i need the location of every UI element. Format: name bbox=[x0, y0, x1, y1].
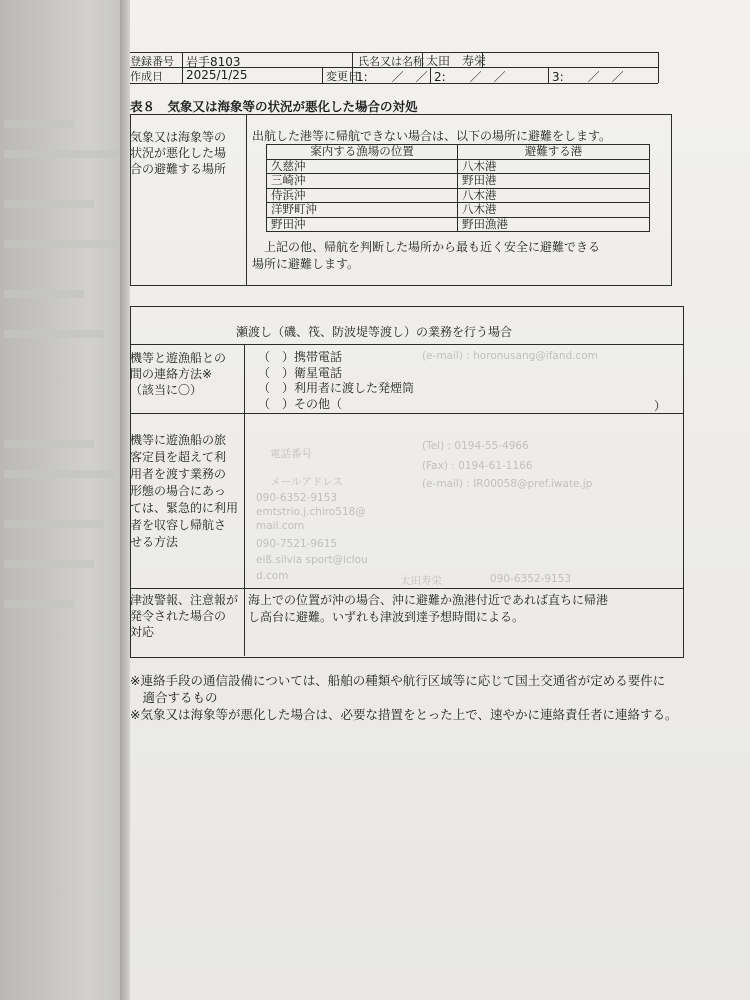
option-flare: （ ）利用者に渡した発煙筒 bbox=[258, 381, 415, 395]
bleed-mail1b: mail.com bbox=[256, 520, 305, 532]
contact-label: 機等と遊漁船との 間の連絡方法※ （該当に〇） bbox=[130, 351, 227, 397]
bleed-mail1: emtstrio.j.chiro518@ bbox=[256, 506, 366, 518]
option-mobile-phone: （ ）携帯電話 bbox=[258, 350, 343, 364]
changed-label: 変更日 bbox=[326, 70, 359, 83]
footnote-equipment-cont: 適合するもの bbox=[130, 690, 218, 705]
bleed-mail2b: d.com bbox=[256, 570, 289, 582]
weather-intro: 出航した港等に帰航できない場合は、以下の場所に避難をします。 bbox=[252, 129, 612, 143]
bleed-phone2: 090-7521-9615 bbox=[256, 538, 338, 550]
weather-note: 上記の他、帰航を判断した場所から最も近く安全に避難できる 場所に避難します。 bbox=[252, 240, 601, 271]
created-label: 作成日 bbox=[130, 70, 163, 83]
ferry-title: 瀬渡し（磯、筏、防波堤等渡し）の業務を行う場合 bbox=[236, 325, 513, 339]
bleed-tel: (Tel) : 0194-55-4966 bbox=[422, 440, 529, 452]
reg-label: 登録番号 bbox=[130, 55, 174, 68]
bleed-email2: (e-mail) : horonusang@ifand.com bbox=[422, 350, 598, 362]
name-value: 太田 寿栄 bbox=[426, 54, 487, 68]
footnote-equipment: ※連絡手段の通信設備については、船舶の種類や航行区域等に応じて国土交通省が定める要件に bbox=[130, 673, 666, 688]
tsunami-text: 海上での位置が沖の場合、沖に避難か漁港付近であれば直ちに帰港 し高台に避難。いずれも津波到達予想時間による。 bbox=[248, 593, 609, 624]
change-date-2: 2: ／ ／ bbox=[434, 70, 506, 84]
option-other-close: ） bbox=[654, 399, 667, 413]
bleed-mail2: eiß.silvia sport@iclou bbox=[256, 554, 368, 566]
created-value: 2025/1/25 bbox=[186, 68, 248, 82]
table-row: 野田沖 野田漁港 bbox=[267, 217, 650, 232]
table-row: 三崎沖 野田港 bbox=[267, 174, 650, 189]
bleed-owner-phone: 090-6352-9153 bbox=[490, 573, 572, 585]
document-page bbox=[130, 0, 750, 1000]
table-row: 洋野町沖 八木港 bbox=[267, 203, 650, 218]
tsunami-label: 津波警報、注意報が 発令された場合の 対応 bbox=[130, 593, 239, 639]
contact-options bbox=[258, 350, 414, 412]
capacity-label: 機等に遊漁船の旅 客定員を超えて利 用者を渡す業務の 形態の場合にあっ ては、緊急的に利用 者を収容し帰航さ せる方法 bbox=[130, 433, 239, 549]
col-location-header: 案内する漁場の位置 bbox=[267, 145, 458, 160]
change-date-1: 1: ／ ／ bbox=[356, 70, 428, 84]
col-port-header: 避難する港 bbox=[458, 145, 650, 160]
bleed-phone-header: 電話番号 bbox=[270, 448, 312, 460]
section-title: 表８ 気象又は海象等の状況が悪化した場合の対処 bbox=[130, 99, 418, 114]
bleed-email: (e-mail) : IR00058@pref.iwate.jp bbox=[422, 478, 593, 490]
reg-value: 岩手8103 bbox=[186, 55, 241, 69]
table-row: 久慈沖 八木港 bbox=[267, 159, 650, 174]
bleed-mail-header: メールアドレス bbox=[270, 476, 343, 488]
option-satellite-phone: （ ）衛星電話 bbox=[258, 365, 343, 380]
left-page bbox=[0, 0, 128, 1000]
bleed-owner-name: 太田寿栄 bbox=[400, 575, 442, 587]
name-label: 氏名又は名称 bbox=[358, 55, 424, 68]
weather-label: 気象又は海象等の 状況が悪化した場 合の避難する場所 bbox=[130, 130, 227, 176]
change-date-3: 3: ／ ／ bbox=[552, 70, 624, 84]
bleed-fax: (Fax) : 0194-61-1166 bbox=[422, 460, 533, 472]
footnote-weather: ※気象又は海象等が悪化した場合は、必要な措置をとった上で、速やかに連絡責任者に連絡する。 bbox=[130, 707, 678, 722]
option-other: （ ）その他（ bbox=[258, 396, 343, 411]
footnotes bbox=[130, 672, 677, 723]
bleed-phone1: 090-6352-9153 bbox=[256, 492, 338, 504]
table-row: 侍浜沖 八木港 bbox=[267, 188, 650, 203]
refuge-ports-table bbox=[266, 144, 650, 232]
